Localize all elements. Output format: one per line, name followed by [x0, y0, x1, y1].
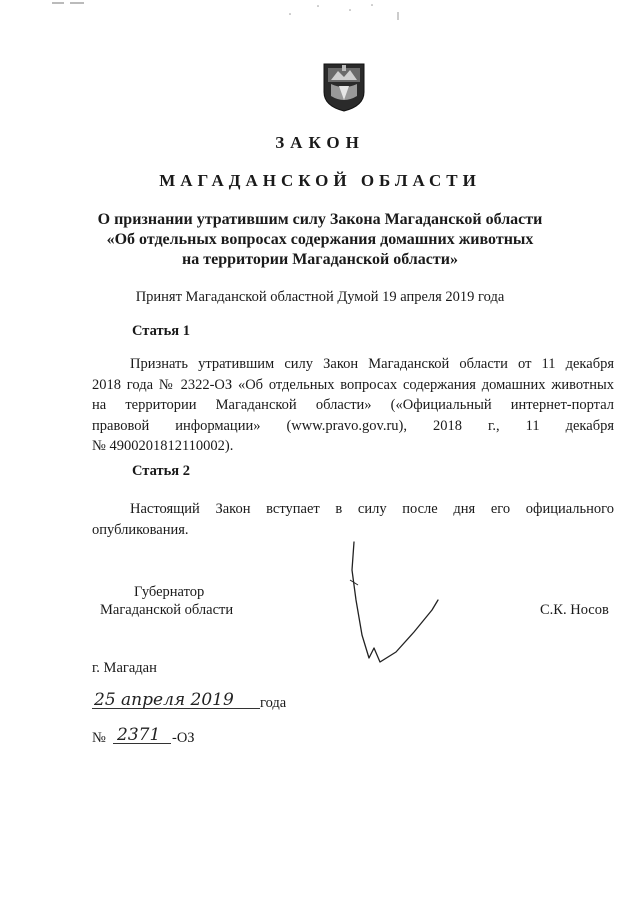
article-1-text	[92, 354, 614, 457]
year-suffix: года	[260, 695, 287, 711]
article-1-line: № 4900201812110002).	[92, 438, 234, 454]
article-2-heading: Статья 2	[132, 463, 190, 479]
handwritten-date-text: 25 апреля 2019	[94, 690, 234, 710]
law-title-line-1: О признании утратившим силу Закона Магаданской области	[97, 211, 543, 228]
number-sign: №	[92, 730, 106, 746]
article-2-line: Настоящий Закон вступает в силу после дня его официального	[130, 501, 614, 517]
handwritten-number-text: 2371	[117, 725, 161, 745]
governor-name: С.К. Носов	[540, 602, 609, 618]
article-2-line: опубликования.	[92, 521, 189, 538]
article-1-heading: Статья 1	[132, 323, 190, 339]
region-heading: МАГАДАНСКОЙ ОБЛАСТИ	[159, 171, 481, 190]
article-1-line: 2018 года № 2322-ОЗ «Об отдельных вопросах содержания домашних животных	[92, 376, 614, 393]
date-underline	[92, 708, 260, 709]
magadan-coat-of-arms-icon	[321, 62, 367, 112]
number-underline	[113, 743, 171, 744]
adoption-statement: Принят Магаданской областной Думой 19 апреля 2019 года	[135, 289, 505, 305]
law-heading: ЗАКОН	[275, 133, 365, 152]
law-title-line-2: «Об отдельных вопросах содержания домашних животных	[106, 231, 534, 248]
governor-title-line-2: Магаданской области	[100, 602, 234, 618]
article-2-text	[92, 499, 614, 540]
article-1-line: Признать утратившим силу Закон Магаданской области от 11 декабря	[130, 356, 614, 372]
city-label: г. Магадан	[92, 660, 157, 676]
article-1-line: правовой информации» (www.pravo.gov.ru), 2018 г., 11 декабря	[92, 417, 614, 434]
law-title-line-3: на территории Магаданской области»	[182, 251, 458, 268]
handwritten-signature-icon	[336, 540, 446, 670]
number-suffix: -ОЗ	[172, 730, 195, 746]
scan-marks	[0, 0, 640, 30]
article-1-line: на территории Магаданской области» («Официальный интернет-портал	[92, 397, 614, 413]
governor-title-line-1: Губернатор	[134, 584, 205, 600]
